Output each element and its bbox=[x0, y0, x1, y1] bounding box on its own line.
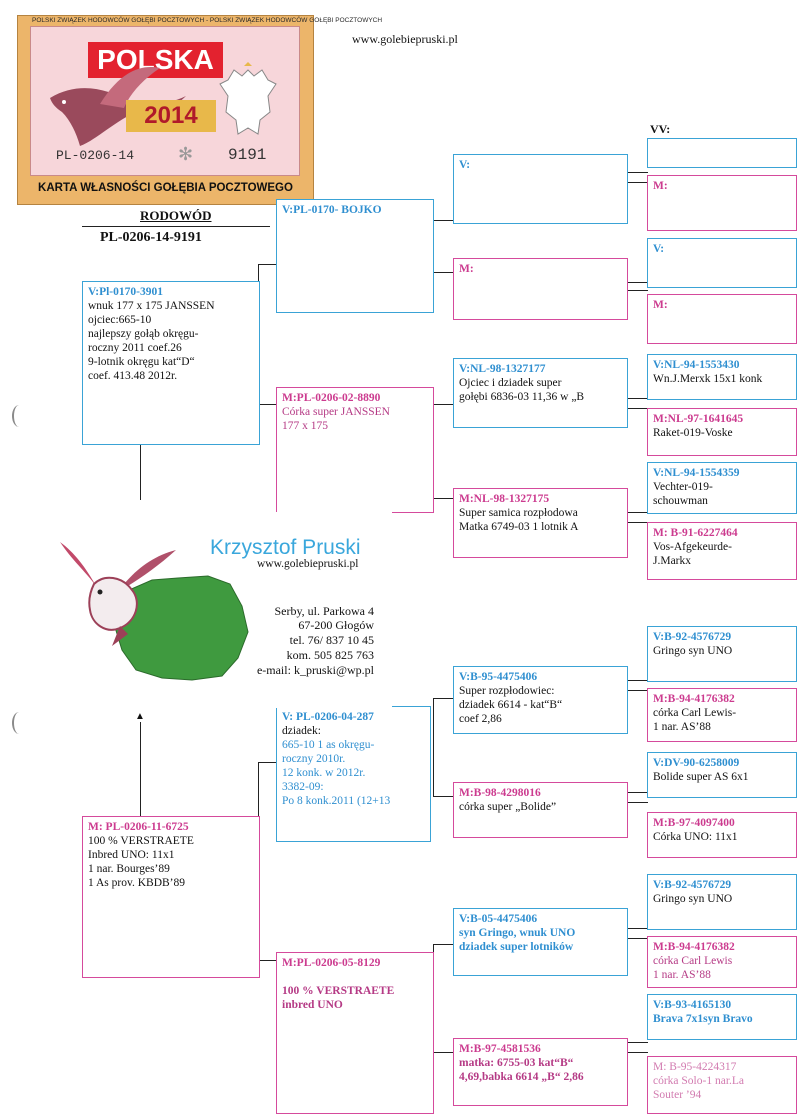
pedigree-gen4-7 bbox=[647, 462, 797, 514]
connector-line bbox=[628, 522, 648, 523]
ring-label: M:B-94-4176382 bbox=[653, 693, 735, 705]
pedigree-gen4-14 bbox=[647, 936, 797, 988]
ring-label: V:B-95-4475406 bbox=[459, 671, 538, 683]
connector-line bbox=[258, 404, 276, 405]
eagle-emblem-icon bbox=[218, 62, 278, 142]
pedigree-gen4-5 bbox=[647, 354, 797, 400]
card-phone: tel. 76/ 837 10 45 bbox=[289, 633, 374, 647]
description: dziadek: bbox=[282, 725, 321, 737]
description: córka Carl Lewis 1 nar. AS’88 bbox=[653, 955, 733, 981]
ring-label: M: bbox=[653, 299, 668, 311]
connector-line bbox=[258, 264, 276, 265]
connector-line bbox=[628, 290, 648, 291]
connector-line bbox=[628, 802, 648, 803]
asterisk-icon: ✻ bbox=[178, 144, 194, 164]
connector-line bbox=[258, 762, 276, 763]
description: Vechter-019- schouwman bbox=[653, 481, 713, 507]
pedigree-mother bbox=[82, 816, 260, 978]
stamp-year: 2014 bbox=[126, 100, 216, 132]
description: 100 % VERSTRAETE Inbred UNO: 11x1 1 nar. Bourges’89 1 As prov. KBDB’89 bbox=[88, 835, 194, 889]
ring-label: V:NL-94-1553430 bbox=[653, 359, 740, 371]
connector-line bbox=[433, 1052, 453, 1053]
pedigree-gen4-15 bbox=[647, 994, 797, 1040]
ring-label: M:B-94-4176382 bbox=[653, 941, 735, 953]
ring-label: V: PL-0206-04-287 bbox=[282, 711, 374, 723]
connector-line bbox=[433, 404, 453, 405]
description: córka Solo-1 nar.La Souter ’94 bbox=[653, 1075, 745, 1101]
ring-label: V:B-05-4475406 bbox=[459, 913, 538, 925]
description: Gringo syn UNO bbox=[653, 893, 733, 905]
pedigree-gen3-3 bbox=[453, 358, 628, 428]
ring-label: V:Pl-0170-3901 bbox=[88, 286, 163, 298]
connector-line bbox=[628, 398, 648, 399]
pedigree-gen3-1 bbox=[453, 154, 628, 224]
description: Super samica rozpłodowa Matka 6749-03 1 lotnik A bbox=[459, 507, 579, 533]
business-card bbox=[42, 512, 392, 708]
connector-line bbox=[628, 1042, 648, 1043]
ring-label: M:B-97-4581536 bbox=[459, 1043, 541, 1055]
ring-label: M: PL-0206-11-6725 bbox=[88, 821, 189, 833]
description-detail: 665-10 1 as okręgu- roczny 2010r. 12 konk. w 2012r. 3382-09: Po 8 konk.2011 (12+13 bbox=[282, 739, 391, 807]
ring-label: M:B-98-4298016 bbox=[459, 787, 541, 799]
card-email: e-mail: k_pruski@wp.pl bbox=[256, 663, 374, 677]
connector-line bbox=[433, 796, 453, 797]
description: Brava 7x1syn Bravo bbox=[653, 1013, 753, 1025]
pedigree-gen3-6 bbox=[453, 782, 628, 838]
pedigree-gen3-8 bbox=[453, 1038, 628, 1106]
pedigree-gen4-4 bbox=[647, 294, 797, 344]
pedigree-gen3-4 bbox=[453, 488, 628, 558]
pedigree-father bbox=[82, 281, 260, 445]
connector-line bbox=[628, 408, 648, 409]
description: Bolide super AS 6x1 bbox=[653, 771, 749, 783]
pedigree-mother-dam bbox=[276, 952, 434, 1114]
card-website: www.golebiepruski.pl bbox=[257, 558, 359, 570]
pedigree-gen4-1 bbox=[647, 138, 797, 168]
pedigree-gen4-10 bbox=[647, 688, 797, 742]
ring-label: V:NL-94-1554359 bbox=[653, 467, 740, 479]
ownership-stamp bbox=[17, 15, 383, 205]
description: córka super „Bolide” bbox=[459, 801, 557, 813]
stamp-footer: KARTA WŁASNOŚCI GOŁĘBIA POCZTOWEGO bbox=[38, 182, 293, 194]
card-address1: Serby, ul. Parkowa 4 bbox=[274, 604, 374, 618]
connector-line bbox=[433, 698, 453, 699]
pedigree-gen4-3 bbox=[647, 238, 797, 288]
ring-label: M: B-95-4224317 bbox=[653, 1061, 737, 1073]
ring-label: M:NL-97-1641645 bbox=[653, 413, 744, 425]
connector-line bbox=[628, 282, 648, 283]
pedigree-gen3-2 bbox=[453, 258, 628, 320]
description: Córka UNO: 11x1 bbox=[653, 831, 738, 843]
ring-label: M: B-91-6227464 bbox=[653, 527, 738, 539]
dove-icon bbox=[56, 530, 180, 650]
arrow-up-icon: ▲ bbox=[135, 711, 145, 722]
description: 100 % VERSTRAETE inbred UNO bbox=[282, 985, 395, 1011]
ring-label: V:B-93-4165130 bbox=[653, 999, 732, 1011]
ring-label: V:B-92-4576729 bbox=[653, 631, 732, 643]
pedigree-title: RODOWÓD bbox=[140, 208, 212, 223]
ring-label: V:PL-0170- BOJKO bbox=[282, 204, 382, 216]
connector-line bbox=[628, 182, 648, 183]
pedigree-gen3-7 bbox=[453, 908, 628, 976]
connector-line bbox=[140, 722, 141, 816]
pedigree-gen4-16 bbox=[647, 1056, 797, 1114]
ring-label: M:PL-0206-02-8890 bbox=[282, 392, 381, 404]
description: Raket-019-Voske bbox=[653, 427, 733, 439]
connector-line bbox=[628, 792, 648, 793]
header-rule bbox=[82, 226, 270, 227]
connector-line bbox=[140, 444, 141, 500]
ring-label: V:NL-98-1327177 bbox=[459, 363, 546, 375]
pedigree-mother-sire bbox=[276, 706, 431, 842]
pedigree-gen4-11 bbox=[647, 752, 797, 798]
ring-label: M: bbox=[459, 263, 474, 275]
pedigree-father-dam bbox=[276, 387, 434, 513]
description: wnuk 177 x 175 JANSSEN ojciec:665-10 najlepszy gołąb okręgu- roczny 2011 coef.26 9-lotnik okręgu kat“D“ coef. 413.48 2012r. bbox=[88, 300, 215, 382]
stamp-ring-number: 9191 bbox=[228, 146, 267, 164]
description: Gringo syn UNO bbox=[653, 645, 733, 657]
description: Wn.J.Merxk 15x1 konk bbox=[653, 373, 763, 385]
pedigree-gen3-5 bbox=[453, 666, 628, 734]
pedigree-father-sire bbox=[276, 199, 434, 313]
connector-line bbox=[433, 220, 453, 221]
card-mobile: kom. 505 825 763 bbox=[286, 648, 374, 662]
website-header: www.golebiepruski.pl bbox=[352, 32, 458, 46]
binding-mark bbox=[12, 405, 26, 427]
connector-line bbox=[258, 960, 276, 961]
pedigree-gen4-6 bbox=[647, 408, 797, 456]
ring-label: M:PL-0206-05-8129 bbox=[282, 957, 381, 969]
connector-line bbox=[628, 172, 648, 173]
connector-line bbox=[628, 1052, 648, 1053]
connector-line bbox=[628, 928, 648, 929]
ring-label: V: bbox=[653, 243, 665, 255]
description: córka Carl Lewis- 1 nar. AS’88 bbox=[653, 707, 737, 733]
pedigree-gen4-12 bbox=[647, 812, 797, 858]
description: Córka super JANSSEN 177 x 175 bbox=[282, 406, 390, 432]
description: syn Gringo, wnuk UNO dziadek super lotników bbox=[459, 927, 576, 953]
connector-line bbox=[433, 944, 453, 945]
connector-line bbox=[628, 690, 648, 691]
binding-mark bbox=[12, 712, 26, 734]
pedigree-gen4-9 bbox=[647, 626, 797, 682]
card-name: Krzysztof Pruski bbox=[210, 536, 361, 559]
connector-line bbox=[628, 938, 648, 939]
ring-label: V: bbox=[459, 159, 471, 171]
description: Ojciec i dziadek super gołębi 6836-03 11,36 w „B bbox=[459, 377, 585, 403]
connector-line bbox=[628, 512, 648, 513]
description: matka: 6755-03 kat“B“ 4,69,babka 6614 „B“ 2,86 bbox=[459, 1057, 584, 1083]
stamp-ring-prefix: PL-0206-14 bbox=[56, 148, 135, 163]
description: Super rozpłodowiec: dziadek 6614 - kat“B“ coef 2,86 bbox=[459, 685, 563, 725]
pedigree-gen4-13 bbox=[647, 874, 797, 930]
stamp-border-text: POLSKI ZWIĄZEK HODOWCÓW GOŁĘBI POCZTOWYCH - POLSKI ZWIĄZEK HODOWCÓW GOŁĘBI POCZTOWYCH bbox=[32, 17, 383, 24]
ring-label: M:B-97-4097400 bbox=[653, 817, 735, 829]
card-address2: 67-200 Głogów bbox=[298, 618, 374, 632]
pedigree-gen4-2 bbox=[647, 175, 797, 231]
ring-label: M: bbox=[653, 180, 668, 192]
connector-line bbox=[628, 680, 648, 681]
pedigree-gen4-8 bbox=[647, 522, 797, 580]
vv-label: VV: bbox=[650, 122, 671, 136]
ring-label: V:DV-90-6258009 bbox=[653, 757, 740, 769]
connector-line bbox=[433, 272, 453, 273]
description: Vos-Afgekeurde- J.Markx bbox=[653, 541, 732, 567]
connector-line bbox=[433, 698, 434, 796]
stamp-country: POLSKA bbox=[88, 42, 223, 78]
pedigree-ring: PL-0206-14-9191 bbox=[100, 230, 202, 245]
connector-line bbox=[433, 498, 453, 499]
ring-label: M:NL-98-1327175 bbox=[459, 493, 550, 505]
ring-label: V:B-92-4576729 bbox=[653, 879, 732, 891]
